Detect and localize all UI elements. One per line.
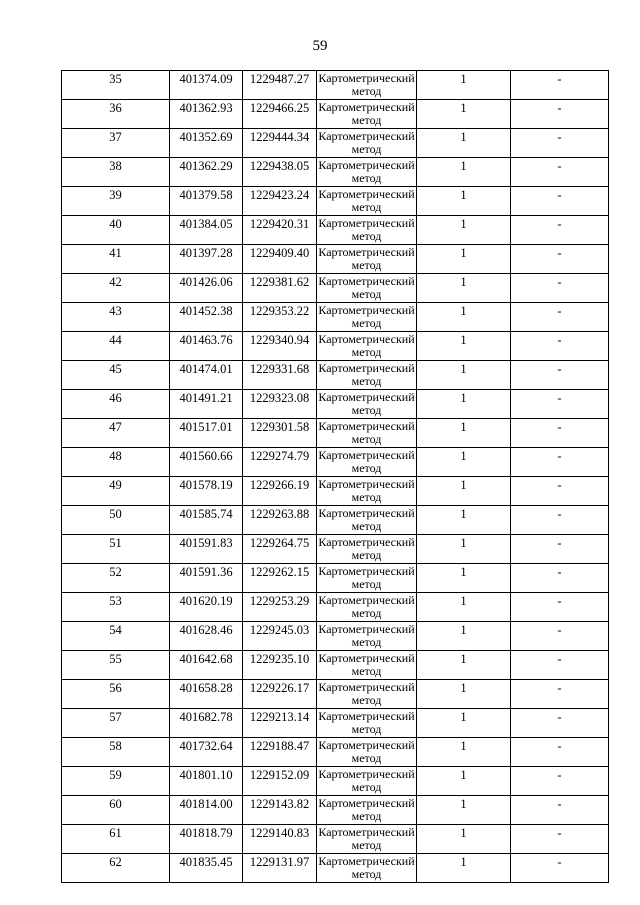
table-row (62, 158, 609, 187)
coordinates-table (61, 70, 609, 883)
coordinate-y-cell: 1229323.08 (243, 390, 317, 419)
coordinate-x-cell: 401835.45 (170, 854, 243, 883)
coordinate-x-cell: 401628.46 (170, 622, 243, 651)
note-cell: - (511, 767, 609, 796)
point-number-cell: 55 (62, 651, 170, 680)
method-cell: Картометрический метод (318, 419, 415, 446)
coordinate-y-cell: 1229152.09 (243, 767, 317, 796)
accuracy-cell: 1 (417, 245, 511, 274)
method-cell: Картометрический метод (318, 796, 415, 823)
method-cell: Картометрический метод (318, 216, 415, 243)
coordinate-x-cell: 401384.05 (170, 216, 243, 245)
coordinate-y-cell: 1229188.47 (243, 738, 317, 767)
note-cell: - (511, 448, 609, 477)
method-cell: Картометрический метод (318, 825, 415, 852)
point-number-cell: 62 (62, 854, 170, 883)
accuracy-cell: 1 (417, 129, 511, 158)
accuracy-cell: 1 (417, 274, 511, 303)
coordinate-x-cell: 401374.09 (170, 71, 243, 100)
point-number-cell: 39 (62, 187, 170, 216)
table-row (62, 303, 609, 332)
coordinate-x-cell: 401379.58 (170, 187, 243, 216)
table-row (62, 622, 609, 651)
method-cell: Картометрический метод (318, 303, 415, 330)
table-row (62, 825, 609, 854)
table-row (62, 274, 609, 303)
method-cell: Картометрический метод (318, 854, 415, 881)
method-cell: Картометрический метод (318, 535, 415, 562)
method-cell: Картометрический метод (318, 651, 415, 678)
point-number-cell: 54 (62, 622, 170, 651)
coordinate-y-cell: 1229253.29 (243, 593, 317, 622)
accuracy-cell: 1 (417, 593, 511, 622)
coordinate-y-cell: 1229340.94 (243, 332, 317, 361)
note-cell: - (511, 100, 609, 129)
accuracy-cell: 1 (417, 709, 511, 738)
table-row (62, 129, 609, 158)
method-cell: Картометрический метод (318, 100, 415, 127)
note-cell: - (511, 680, 609, 709)
method-cell: Картометрический метод (318, 390, 415, 417)
coordinate-x-cell: 401818.79 (170, 825, 243, 854)
coordinate-x-cell: 401452.38 (170, 303, 243, 332)
note-cell: - (511, 187, 609, 216)
point-number-cell: 42 (62, 274, 170, 303)
coordinate-x-cell: 401801.10 (170, 767, 243, 796)
coordinate-x-cell: 401352.69 (170, 129, 243, 158)
coordinate-y-cell: 1229131.97 (243, 854, 317, 883)
coordinate-y-cell: 1229213.14 (243, 709, 317, 738)
note-cell: - (511, 71, 609, 100)
coordinate-x-cell: 401426.06 (170, 274, 243, 303)
note-cell: - (511, 506, 609, 535)
coordinate-x-cell: 401732.64 (170, 738, 243, 767)
accuracy-cell: 1 (417, 535, 511, 564)
coordinate-y-cell: 1229274.79 (243, 448, 317, 477)
point-number-cell: 40 (62, 216, 170, 245)
accuracy-cell: 1 (417, 100, 511, 129)
table-row (62, 767, 609, 796)
accuracy-cell: 1 (417, 854, 511, 883)
accuracy-cell: 1 (417, 448, 511, 477)
note-cell: - (511, 825, 609, 854)
table-row (62, 216, 609, 245)
coordinate-y-cell: 1229331.68 (243, 361, 317, 390)
table-row (62, 477, 609, 506)
point-number-cell: 38 (62, 158, 170, 187)
table-row (62, 680, 609, 709)
coordinate-y-cell: 1229264.75 (243, 535, 317, 564)
note-cell: - (511, 303, 609, 332)
method-cell: Картометрический метод (318, 361, 415, 388)
table-row (62, 535, 609, 564)
point-number-cell: 41 (62, 245, 170, 274)
accuracy-cell: 1 (417, 332, 511, 361)
table-row (62, 361, 609, 390)
point-number-cell: 52 (62, 564, 170, 593)
coordinate-y-cell: 1229381.62 (243, 274, 317, 303)
table-row (62, 390, 609, 419)
note-cell: - (511, 158, 609, 187)
accuracy-cell: 1 (417, 796, 511, 825)
accuracy-cell: 1 (417, 303, 511, 332)
method-cell: Картометрический метод (318, 564, 415, 591)
method-cell: Картометрический метод (318, 622, 415, 649)
coordinate-x-cell: 401463.76 (170, 332, 243, 361)
coordinate-x-cell: 401578.19 (170, 477, 243, 506)
accuracy-cell: 1 (417, 477, 511, 506)
coordinate-y-cell: 1229409.40 (243, 245, 317, 274)
page-number: 59 (312, 38, 328, 54)
coordinate-y-cell: 1229420.31 (243, 216, 317, 245)
coordinate-y-cell: 1229423.24 (243, 187, 317, 216)
note-cell: - (511, 738, 609, 767)
note-cell: - (511, 593, 609, 622)
accuracy-cell: 1 (417, 187, 511, 216)
table-row (62, 419, 609, 448)
coordinate-x-cell: 401585.74 (170, 506, 243, 535)
coordinate-y-cell: 1229438.05 (243, 158, 317, 187)
accuracy-cell: 1 (417, 651, 511, 680)
table-row (62, 187, 609, 216)
accuracy-cell: 1 (417, 622, 511, 651)
note-cell: - (511, 245, 609, 274)
coordinates-table-body (62, 71, 609, 883)
accuracy-cell: 1 (417, 564, 511, 593)
table-row (62, 709, 609, 738)
coordinate-y-cell: 1229143.82 (243, 796, 317, 825)
coordinate-y-cell: 1229466.25 (243, 100, 317, 129)
coordinate-y-cell: 1229266.19 (243, 477, 317, 506)
note-cell: - (511, 361, 609, 390)
note-cell: - (511, 651, 609, 680)
coordinate-y-cell: 1229444.34 (243, 129, 317, 158)
method-cell: Картометрический метод (318, 274, 415, 301)
coordinate-y-cell: 1229245.03 (243, 622, 317, 651)
accuracy-cell: 1 (417, 680, 511, 709)
coordinate-y-cell: 1229235.10 (243, 651, 317, 680)
coordinate-y-cell: 1229487.27 (243, 71, 317, 100)
point-number-cell: 35 (62, 71, 170, 100)
method-cell: Картометрический метод (318, 477, 415, 504)
method-cell: Картометрический метод (318, 245, 415, 272)
table-row (62, 564, 609, 593)
accuracy-cell: 1 (417, 71, 511, 100)
note-cell: - (511, 564, 609, 593)
point-number-cell: 45 (62, 361, 170, 390)
note-cell: - (511, 854, 609, 883)
table-row (62, 854, 609, 883)
point-number-cell: 59 (62, 767, 170, 796)
point-number-cell: 37 (62, 129, 170, 158)
coordinate-x-cell: 401591.36 (170, 564, 243, 593)
point-number-cell: 53 (62, 593, 170, 622)
coordinate-x-cell: 401397.28 (170, 245, 243, 274)
table-row (62, 738, 609, 767)
point-number-cell: 48 (62, 448, 170, 477)
note-cell: - (511, 390, 609, 419)
method-cell: Картометрический метод (318, 71, 415, 98)
method-cell: Картометрический метод (318, 680, 415, 707)
method-cell: Картометрический метод (318, 129, 415, 156)
table-row (62, 332, 609, 361)
note-cell: - (511, 216, 609, 245)
method-cell: Картометрический метод (318, 158, 415, 185)
coordinate-x-cell: 401517.01 (170, 419, 243, 448)
method-cell: Картометрический метод (318, 506, 415, 533)
coordinate-y-cell: 1229353.22 (243, 303, 317, 332)
point-number-cell: 36 (62, 100, 170, 129)
note-cell: - (511, 796, 609, 825)
coordinate-x-cell: 401362.29 (170, 158, 243, 187)
table-row (62, 796, 609, 825)
note-cell: - (511, 332, 609, 361)
coordinate-x-cell: 401642.68 (170, 651, 243, 680)
method-cell: Картометрический метод (318, 187, 415, 214)
table-row (62, 448, 609, 477)
point-number-cell: 60 (62, 796, 170, 825)
table-row (62, 651, 609, 680)
accuracy-cell: 1 (417, 390, 511, 419)
accuracy-cell: 1 (417, 361, 511, 390)
coordinate-x-cell: 401658.28 (170, 680, 243, 709)
coordinate-y-cell: 1229262.15 (243, 564, 317, 593)
coordinate-x-cell: 401620.19 (170, 593, 243, 622)
note-cell: - (511, 274, 609, 303)
coordinate-x-cell: 401814.00 (170, 796, 243, 825)
note-cell: - (511, 535, 609, 564)
point-number-cell: 47 (62, 419, 170, 448)
table-row (62, 71, 609, 100)
coordinate-x-cell: 401591.83 (170, 535, 243, 564)
method-cell: Картометрический метод (318, 332, 415, 359)
table-row (62, 506, 609, 535)
point-number-cell: 49 (62, 477, 170, 506)
accuracy-cell: 1 (417, 825, 511, 854)
method-cell: Картометрический метод (318, 593, 415, 620)
point-number-cell: 44 (62, 332, 170, 361)
point-number-cell: 51 (62, 535, 170, 564)
coordinate-y-cell: 1229301.58 (243, 419, 317, 448)
method-cell: Картометрический метод (318, 709, 415, 736)
coordinate-x-cell: 401491.21 (170, 390, 243, 419)
accuracy-cell: 1 (417, 158, 511, 187)
accuracy-cell: 1 (417, 216, 511, 245)
accuracy-cell: 1 (417, 767, 511, 796)
note-cell: - (511, 622, 609, 651)
coordinate-y-cell: 1229140.83 (243, 825, 317, 854)
table-row (62, 593, 609, 622)
coordinate-x-cell: 401682.78 (170, 709, 243, 738)
coordinate-x-cell: 401560.66 (170, 448, 243, 477)
note-cell: - (511, 477, 609, 506)
point-number-cell: 50 (62, 506, 170, 535)
point-number-cell: 58 (62, 738, 170, 767)
table-row (62, 100, 609, 129)
note-cell: - (511, 709, 609, 738)
point-number-cell: 61 (62, 825, 170, 854)
coordinate-x-cell: 401362.93 (170, 100, 243, 129)
coordinate-y-cell: 1229226.17 (243, 680, 317, 709)
accuracy-cell: 1 (417, 419, 511, 448)
point-number-cell: 56 (62, 680, 170, 709)
point-number-cell: 43 (62, 303, 170, 332)
method-cell: Картометрический метод (318, 738, 415, 765)
method-cell: Картометрический метод (318, 448, 415, 475)
coordinate-y-cell: 1229263.88 (243, 506, 317, 535)
point-number-cell: 46 (62, 390, 170, 419)
note-cell: - (511, 129, 609, 158)
accuracy-cell: 1 (417, 506, 511, 535)
accuracy-cell: 1 (417, 738, 511, 767)
table-row (62, 245, 609, 274)
method-cell: Картометрический метод (318, 767, 415, 794)
point-number-cell: 57 (62, 709, 170, 738)
coordinate-x-cell: 401474.01 (170, 361, 243, 390)
note-cell: - (511, 419, 609, 448)
